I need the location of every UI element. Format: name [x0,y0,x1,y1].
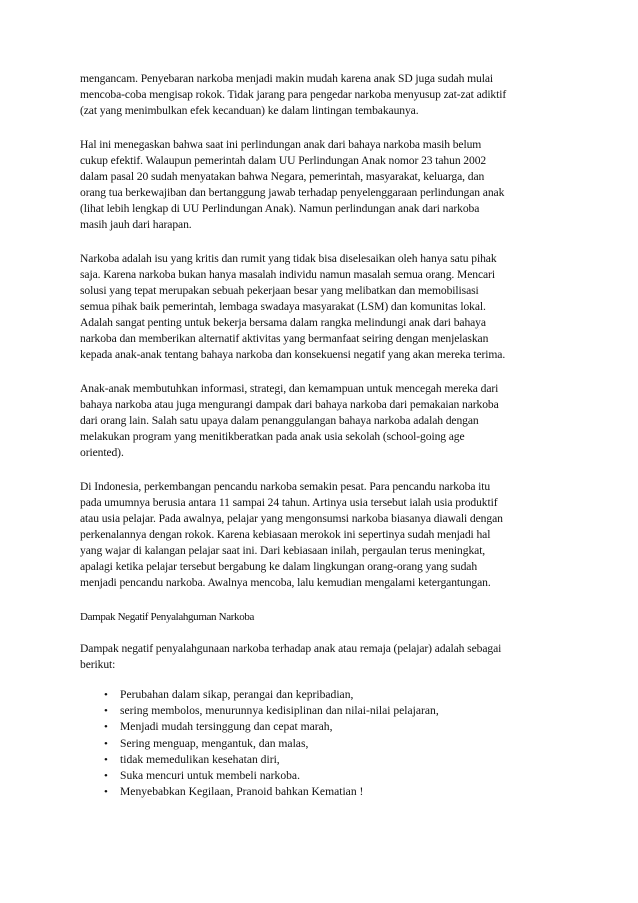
text-line: Narkoba adalah isu yang kritis dan rumit yang tidak bisa diselesaikan oleh hanya satu pihak [80,252,497,265]
text-line: perkenalannya dengan rokok. Karena kebiasaan merokok ini sepertinya sudah menjadi hal [80,528,491,541]
list-item [104,703,563,719]
text-line: mengancam. Penyebaran narkoba menjadi makin mudah karena anak SD juga sudah mulai [80,72,494,85]
text-line: cukup efektif. Walaupun pemerintah dalam UU Perlindungan Anak nomor 23 tahun 2002 [80,154,487,167]
text-line: atau usia pelajar. Pada awalnya, pelajar yang mengonsumsi narkoba biasanya diawali dengan [80,512,503,525]
list-item-text: Sering menguap, mengantuk, dan malas, [120,736,309,750]
document-page [80,71,563,800]
bullet-icon: • [104,770,108,783]
list-item [104,719,563,735]
text-line: (zat yang menimbulkan efek kecanduan) ke dalam lintingan tembakaunya. [80,104,419,117]
list-item-text: Menyebabkan Kegilaan, Pranoid bahkan Kematian ! [120,785,364,799]
paragraph-5 [80,479,563,591]
bullet-icon: • [104,721,108,734]
bullet-icon: • [104,753,108,766]
text-line: bahaya narkoba atau juga mengurangi dampak dari bahaya narkoba dari pemakaian narkoba [80,398,499,411]
intro-paragraph [80,641,563,673]
text-line: berikut: [80,658,116,671]
text-line: oriented). [80,446,124,459]
text-line: narkoba dan memberikan alternatif aktivitas yang bermanfaat seiring dengan menjelaskan [80,332,489,345]
text-line: yang wajar di kalangan pelajar saat ini. Dari kebiasaan inilah, pergaulan terus meningkat, [80,544,486,557]
text-line: semua pihak baik pemerintah, lembaga swadaya masyarakat (LSM) dan komunitas lokal. [80,300,486,313]
section-heading: Dampak Negatif Penyalahguman Narkoba [80,611,255,623]
list-item-text: sering membolos, menurunnya kedisiplinan dan nilai-nilai pelajaran, [120,704,439,718]
text-line: Adalah sangat penting untuk bekerja bersama dalam rangka melindungi anak dari bahaya [80,316,486,329]
list-item [104,736,563,752]
list-item-text: tidak memedulikan kesehatan diri, [120,752,280,766]
list-item-text: Suka mencuri untuk membeli narkoba. [120,769,300,783]
text-line: pada umumnya berusia antara 11 sampai 24 tahun. Artinya usia tersebut ialah usia produktif [80,496,498,509]
text-line: Dampak negatif penyalahgunaan narkoba terhadap anak atau remaja (pelajar) adalah sebagai [80,642,502,655]
bullet-icon: • [104,737,108,750]
paragraph-3 [80,251,563,363]
text-line: masih jauh dari harapan. [80,218,192,231]
text-line: kepada anak-anak tentang bahaya narkoba dan konsekuensi negatif yang akan mereka terima. [80,348,506,361]
bullet-icon: • [104,786,108,799]
text-line: Di Indonesia, perkembangan pencandu narkoba semakin pesat. Para pencandu narkoba itu [80,480,491,493]
paragraph-2 [80,137,563,233]
text-line: (lihat lebih lengkap di UU Perlindungan Anak). Namun perlindungan anak dari narkoba [80,202,480,215]
bullet-icon: • [104,689,108,701]
text-line: apalagi ketika pelajar tersebut bergabung ke dalam lingkungan orang-orang yang sudah [80,560,478,573]
text-line: saja. Karena narkoba bukan hanya masalah individu namun masalah semua orang. Mencari [80,268,495,281]
paragraph-1 [80,71,563,119]
list-item [104,687,563,703]
text-line: dari orang lain. Salah satu upaya dalam penanggulangan bahaya narkoba adalah dengan [80,414,479,427]
text-line: Anak-anak membutuhkan informasi, strategi, dan kemampuan untuk mencegah mereka dari [80,382,499,395]
list-item [104,768,563,784]
text-line: menjadi pencandu narkoba. Awalnya mencoba, lalu kemudian mengalami ketergantungan. [80,576,491,589]
bullet-icon: • [104,705,108,718]
list-item [104,784,563,800]
effects-list [80,687,563,800]
text-line: solusi yang tepat merupakan sebuah pekerjaan besar yang melibatkan dan memobilisasi [80,284,479,297]
list-item [104,752,563,768]
list-item-text: Perubahan dalam sikap, perangai dan kepribadian, [120,688,354,701]
text-line: melakukan program yang menitikberatkan pada anak usia sekolah (school-going age [80,430,465,443]
text-line: Hal ini menegaskan bahwa saat ini perlindungan anak dari bahaya narkoba masih belum [80,138,482,151]
list-item-text: Menjadi mudah tersinggung dan cepat marah, [120,720,333,734]
text-line: mencoba-coba mengisap rokok. Tidak jarang para pengedar narkoba menyusup zat-zat adiktif [80,88,507,101]
text-line: orang tua berkewajiban dan bertanggung jawab terhadap penyelenggaraan perlindungan anak [80,186,505,199]
text-line: dalam pasal 20 sudah menyatakan bahwa Negara, pemerintah, masyarakat, keluarga, dan [80,170,485,183]
paragraph-4 [80,381,563,461]
